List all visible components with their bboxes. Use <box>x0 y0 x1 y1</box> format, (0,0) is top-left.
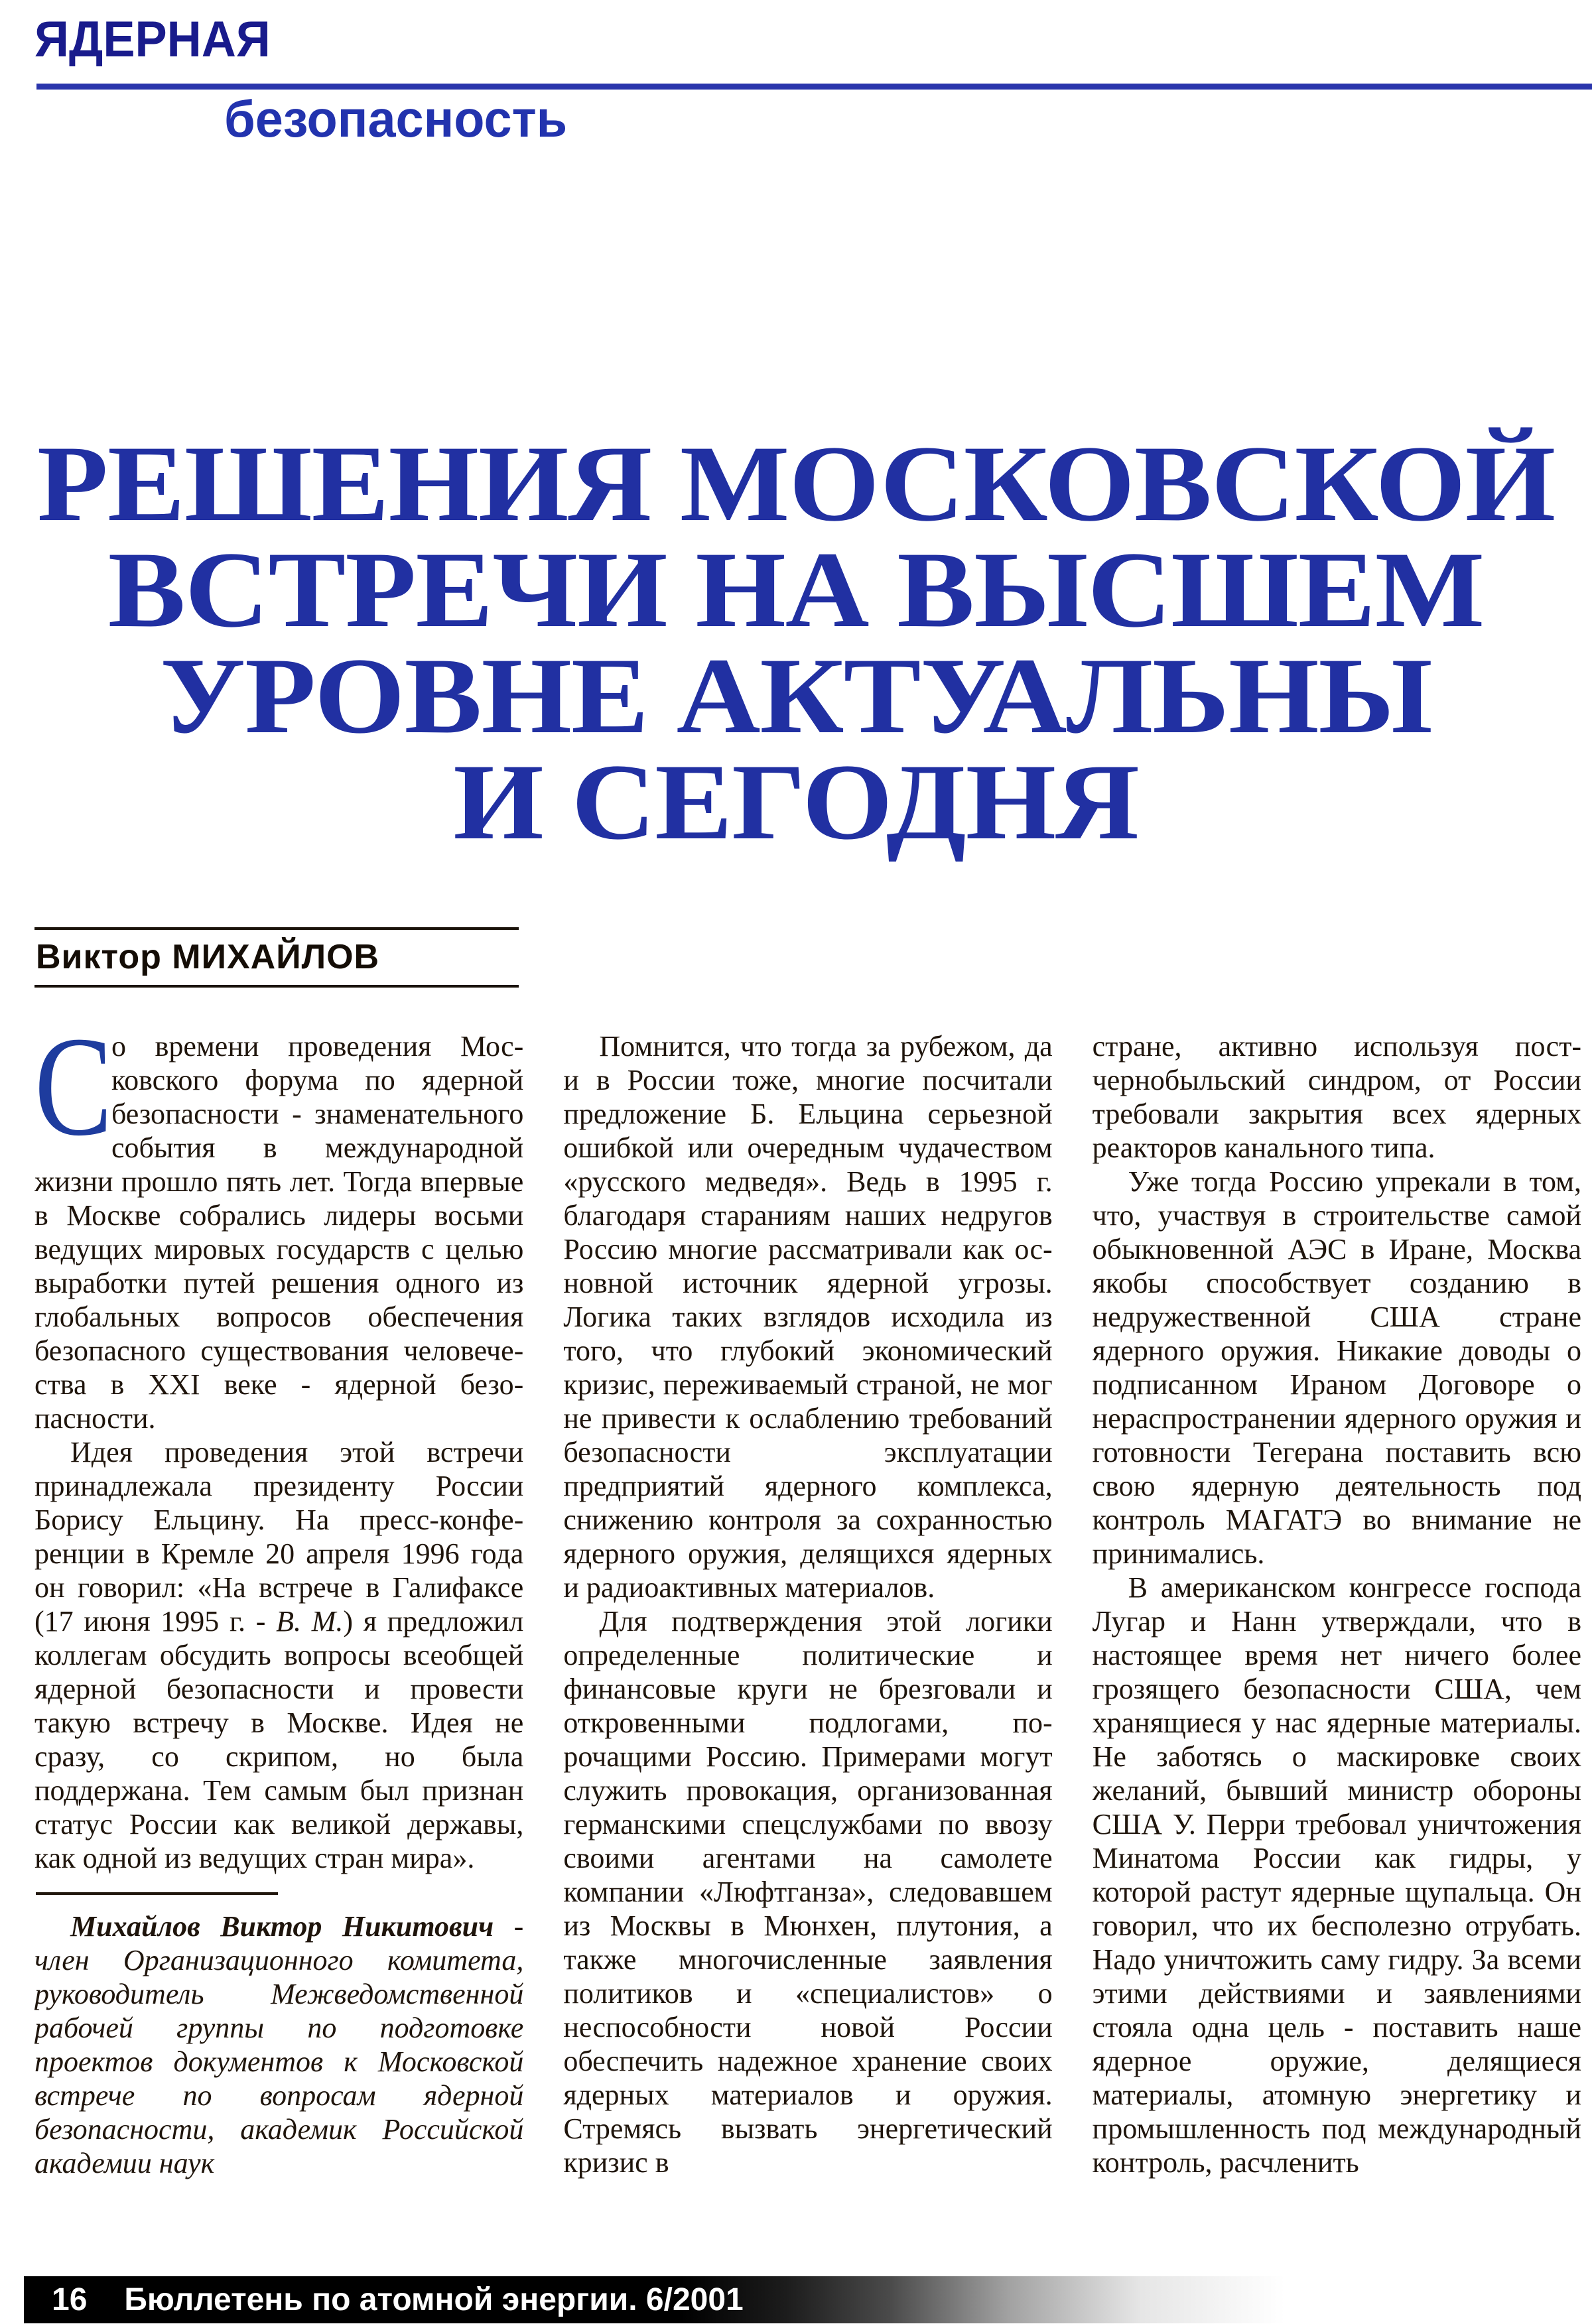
paragraph-text: В американском конгрессе господа Лугар и Нанн утверждали, что в настоящее время нет ничего более грозящего безопасности США, чем хранящиеся у нас ядерные материалы. Не заботясь о маскировке своих желаний, бывший министр обороны США У. Перри требовал уничтожения Минатома России как гидры, у которой растут ядерные щупальца. Он говорил, что их бесполезно отрубать. Надо уничтожить саму гидру. За всеми этими действиями и заявлениями стояла одна цель - поставить наше ядерное оружие, делящиеся материалы, атомную энергетику и промышленность под международный контроль, расчленить <box>1092 1571 1581 2179</box>
paragraph-text: ) я предложил коллегам обсудить вопросы всеобщей ядерной безопасности и провести такую встречу в Москве. Идея не сразу, со скрипом, но была поддержана. Тем самым был признан статус России как великой державы, как одной из ведущих стран мира». <box>34 1605 524 1874</box>
article-title-line-1: РЕШЕНИЯ МОСКОВСКОЙ <box>36 424 1556 544</box>
journal-reference: Бюллетень по атомной энергии. 6/2001 <box>124 2282 744 2317</box>
paragraph <box>34 1909 523 2180</box>
footer-bar <box>24 2276 1337 2323</box>
author-name: Виктор МИХАЙЛОВ <box>36 938 380 976</box>
drop-cap: С <box>34 1029 113 1165</box>
page-number: 16 <box>52 2282 88 2317</box>
bio-name: Михайлов Виктор Никитович <box>70 1910 494 1943</box>
masthead-section-label: безопасность <box>224 90 568 148</box>
paragraph-text: о времени проведения Московского форума по ядерной безопасности - знаменательного события в международной жизни прошло пять лет. Тогда впервые в Москве собрались лидеры восьми ведущих мировых государств с целью выработки путей решения одного из глобальных вопросов обеспечения безопасного существования человечества в XXI веке - ядерной безопасности. <box>34 1030 524 1435</box>
article-title <box>0 424 1592 862</box>
author-block <box>34 927 519 988</box>
article-column-2 <box>563 1029 1052 2262</box>
paragraph <box>1093 1029 1581 1165</box>
author-rule-top <box>34 927 519 930</box>
bio-divider-rule <box>36 1892 278 1895</box>
author-bio <box>34 1909 523 2180</box>
paragraph-text: Идея проведения этой встречи принадлежала президенту России Борису Ельцину. На пресс-конференции в Кремле 20 апреля 1996 года он говорил: «На встрече в Галифаксе (17 июня 1995 г. - <box>34 1436 524 1638</box>
paragraph <box>1093 1165 1581 1571</box>
paragraph <box>34 1435 523 1875</box>
paragraph-text: Уже тогда Россию упрекали в том, что, участвуя в строительстве самой обыкновенной АЭС в Иране, Москва якобы способствует созданию в недружественной США стране ядерного оружия. Никакие доводы о подписанном Ираном Договоре о нераспространении ядерного оружия и готовности Тегерана поставить всю свою ядерную деятельность под контроль МАГАТЭ во внимание не принимались. <box>1092 1165 1581 1570</box>
paragraph <box>563 1604 1052 2179</box>
masthead-kicker: ЯДЕРНАЯ <box>34 11 271 68</box>
article-body <box>34 1029 1581 2262</box>
paragraph <box>563 1029 1052 1604</box>
article-title-line-2: ВСТРЕЧИ НА ВЫСШЕМ <box>107 530 1485 650</box>
paragraph <box>34 1029 523 1435</box>
bio-text: - член Организационного комитета, руководитель Межведомственной рабочей группы по подготовке проектов документов к Московской встрече по вопросам ядерной безопасности, академик Российской академии наук <box>34 1910 524 2179</box>
masthead-rule <box>36 84 1592 90</box>
paragraph-text: стране, активно используя постчернобыльский синдром, от России требовали закрытия всех ядерных реакторов канального типа. <box>1092 1030 1581 1164</box>
author-rule-bottom <box>34 985 519 988</box>
paragraph-text: Помнится, что тогда за рубежом, да и в России тоже, многие посчитали предложение Б. Ельцина серьезной ошибкой или очередным чудачеством «русского медведя». Ведь в 1995 г. благодаря стараниям наших недругов Россию многие рассматривали как основной источник ядерной угрозы. Логика таких взглядов исходила из того, что глубокий экономический кризис, переживаемый страной, не мог не привести к ослаблению требований безопасности эксплуатации предприятий ядерного комплекса, снижению контроля за сохранностью ядерного оружия, делящихся ядерных и радиоактивных материалов. <box>563 1030 1053 1604</box>
article-column-3 <box>1093 1029 1581 2262</box>
article-title-line-3: УРОВНЕ АКТУАЛЬНЫ <box>160 636 1432 756</box>
paragraph-text: Для подтверждения этой логики определенные политические и финансовые круги не брезговали и откровенными подлогами, порочащими Россию. Примерами могут служить провокация, организованная германскими спецслужбами по ввозу своими агентами на самолете компании «Люфтганза», следовавшем из Москвы в Мюнхен, плутония, а также многочисленные заявления политиков и «специалистов» о неспособности новой России обеспечить надежное хранение своих ядерных материалов и оружия. Стремясь вызвать энергетический кризис в <box>563 1605 1053 2179</box>
paragraph <box>1093 1571 1581 2179</box>
author-initials-italic: В. М. <box>276 1605 344 1638</box>
article-title-line-4: И СЕГОДНЯ <box>453 742 1139 862</box>
article-column-1 <box>34 1029 523 2262</box>
